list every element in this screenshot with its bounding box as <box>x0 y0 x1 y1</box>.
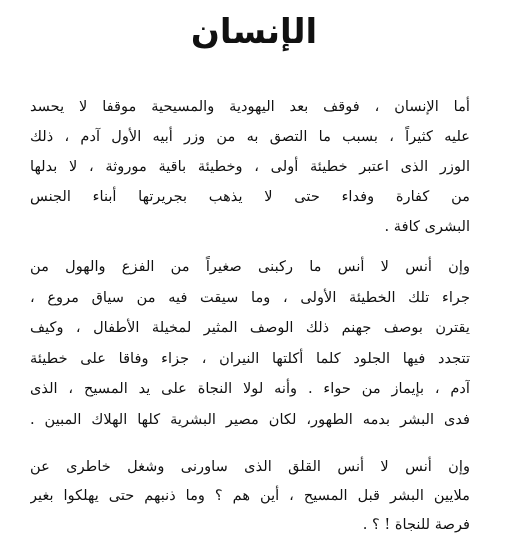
text-line: ملايين البشر قبل المسيح ، أين هم ؟ وما ذنبهم حتى يهلكوا بغير <box>30 487 470 504</box>
text-line: أما الإنسان ، فوقف بعد اليهودية والمسيحية موقفا لا يحسد <box>30 98 470 115</box>
text-line: فدى البشر بدمه الطهور، لكان مصير البشرية كلها الهلاك المبين . <box>30 410 470 428</box>
text-line: آدم ، بإيماز من حواء . وأنه لولا النجاة على يد المسيح ، الذى <box>30 380 470 397</box>
page-title: الإنسان <box>190 12 318 52</box>
paragraph-1 <box>30 92 470 242</box>
paragraph-3 <box>30 452 470 539</box>
text-line: الوزر الذى اعتبر خطيئة أولى ، وخطيئة باقية موروثة ، لا بدلها <box>30 158 470 175</box>
paragraph-2 <box>30 252 470 435</box>
text-line: من كفارة وفداء حتى لا يذهب بجريرتها أبناء الجنس <box>30 188 470 205</box>
text-line: عليه كثيراً ، بسبب ما التصق به من وزر أبيه الأول آدم ، ذلك <box>30 128 470 145</box>
text-line: فرصة للنجاة ! ؟ . <box>362 516 470 533</box>
text-line: وإن أنس لا أنس ما ركبنى صغيراً من الفزع والهول من <box>30 258 470 275</box>
text-line: تتجدد فيها الجلود كلما أكلتها النيران ، جزاء وفاقا على خطيئة <box>30 349 470 367</box>
text-line: يقترن بوصف جهنم ذلك الوصف المثير لمخيلة الأطفال ، وكيف <box>30 319 470 336</box>
text-line: البشرى كافة . <box>384 218 470 235</box>
text-line: جراء تلك الخطيئة الأولى ، وما سيقت فيه من سياق مروع ، <box>30 288 470 306</box>
text-line: وإن أنس لا أنس القلق الذى ساورنى وشغل خاطرى عن <box>30 458 470 475</box>
